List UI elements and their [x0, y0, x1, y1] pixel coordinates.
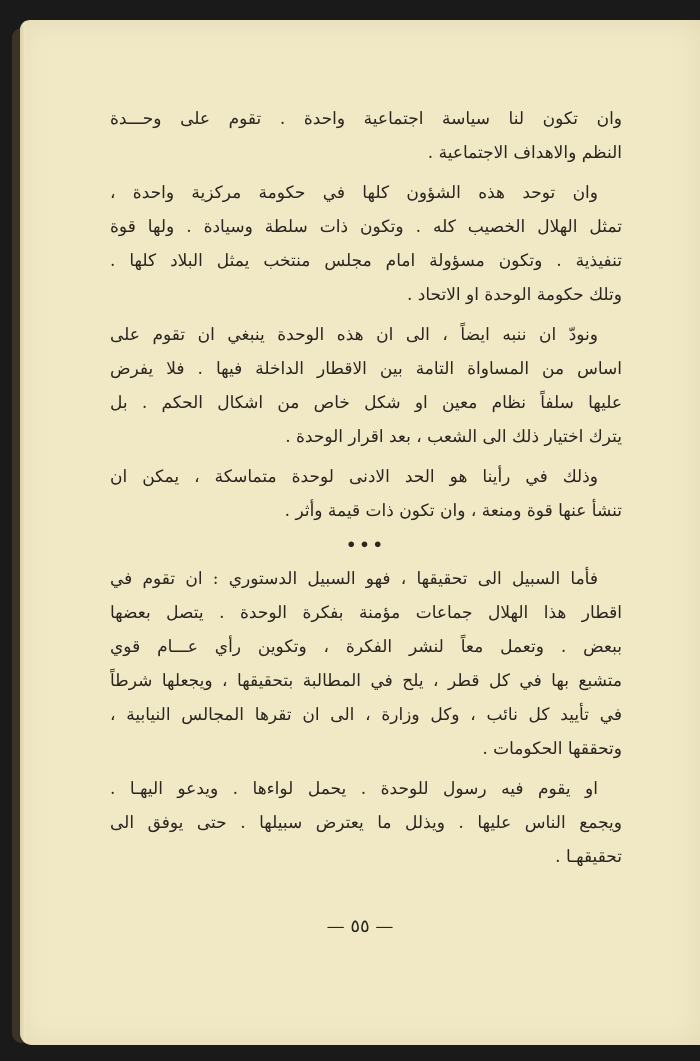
text-line: وان توحد هذه الشؤون كلها في حكومة مركزية واحدة ،	[110, 183, 598, 203]
paragraph-2	[110, 176, 622, 312]
text-line: تنشأ عنها قوة ومنعة ، وان تكون ذات قيمة وأثر .	[284, 501, 622, 521]
paragraph-6	[110, 772, 622, 874]
text-line: تنفيذية . وتكون مسؤولة امام مجلس منتخب يمثل البلاد كلها .	[110, 251, 622, 271]
text-line: النظم والاهداف الاجتماعية .	[427, 143, 622, 163]
body-text	[110, 102, 622, 874]
text-line: وذلك في رأينا هو الحد الادنى لوحدة متماسكة ، يمكن ان	[110, 467, 598, 487]
text-line: ونودّ ان ننبه ايضاً ، الى ان هذه الوحدة ينبغي ان تقوم على	[110, 325, 598, 345]
text-line: يترك اختيار ذلك الى الشعب ، بعد اقرار الوحدة .	[285, 427, 622, 447]
text-line: متشبع بها في كل قطر ، يلح في المطالبة بتحقيقها ، ويجعلها شرطاً	[110, 671, 622, 691]
paragraph-5	[110, 562, 622, 766]
text-line: تمثل الهلال الخصيب كله . وتكون ذات سلطة وسيادة . ولها قوة	[110, 217, 622, 237]
section-separator: •••	[346, 535, 386, 554]
paragraph-3	[110, 318, 622, 454]
text-line: اقطار هذا الهلال جماعات مؤمنة بفكرة الوحدة . يتصل بعضها	[110, 603, 622, 623]
paragraph-4	[110, 460, 622, 528]
text-line: ببعض . وتعمل معاً لنشر الفكرة ، وتكوين رأي عـــام قوي	[110, 637, 622, 657]
text-line: وتلك حكومة الوحدة او الاتحاد .	[406, 285, 622, 305]
text-line: عليها سلفاً نظام معين او شكل خاص من اشكال الحكم . بل	[110, 393, 622, 413]
text-line: تحقيقهـا .	[555, 847, 622, 867]
page-edge	[20, 20, 26, 1045]
paragraph-1	[110, 102, 622, 170]
text-line: في تأييد كل نائب ، وكل وزارة ، الى ان تقرها المجالس النيابية ،	[110, 705, 622, 725]
book-page	[20, 20, 700, 1045]
text-line: فأما السبيل الى تحقيقها ، فهو السبيل الدستوري : ان تقوم في	[110, 569, 598, 589]
text-line: ويجمع الناس عليها . ويذلل ما يعترض سبيلها . حتى يوفق الى	[110, 813, 622, 833]
text-line: او يقوم فيه رسول للوحدة . يحمل لواءها . ويدعو اليهـا .	[110, 779, 598, 799]
page-number: — ٥٥ —	[326, 916, 394, 937]
text-line: وتحققها الحكومات .	[482, 739, 622, 759]
text-line: اساس من المساواة التامة بين الاقطار الداخلة فيها . فلا يفرض	[110, 359, 622, 379]
text-line: وان تكون لنا سياسة اجتماعية واحدة . تقوم على وحـــدة	[110, 109, 622, 129]
